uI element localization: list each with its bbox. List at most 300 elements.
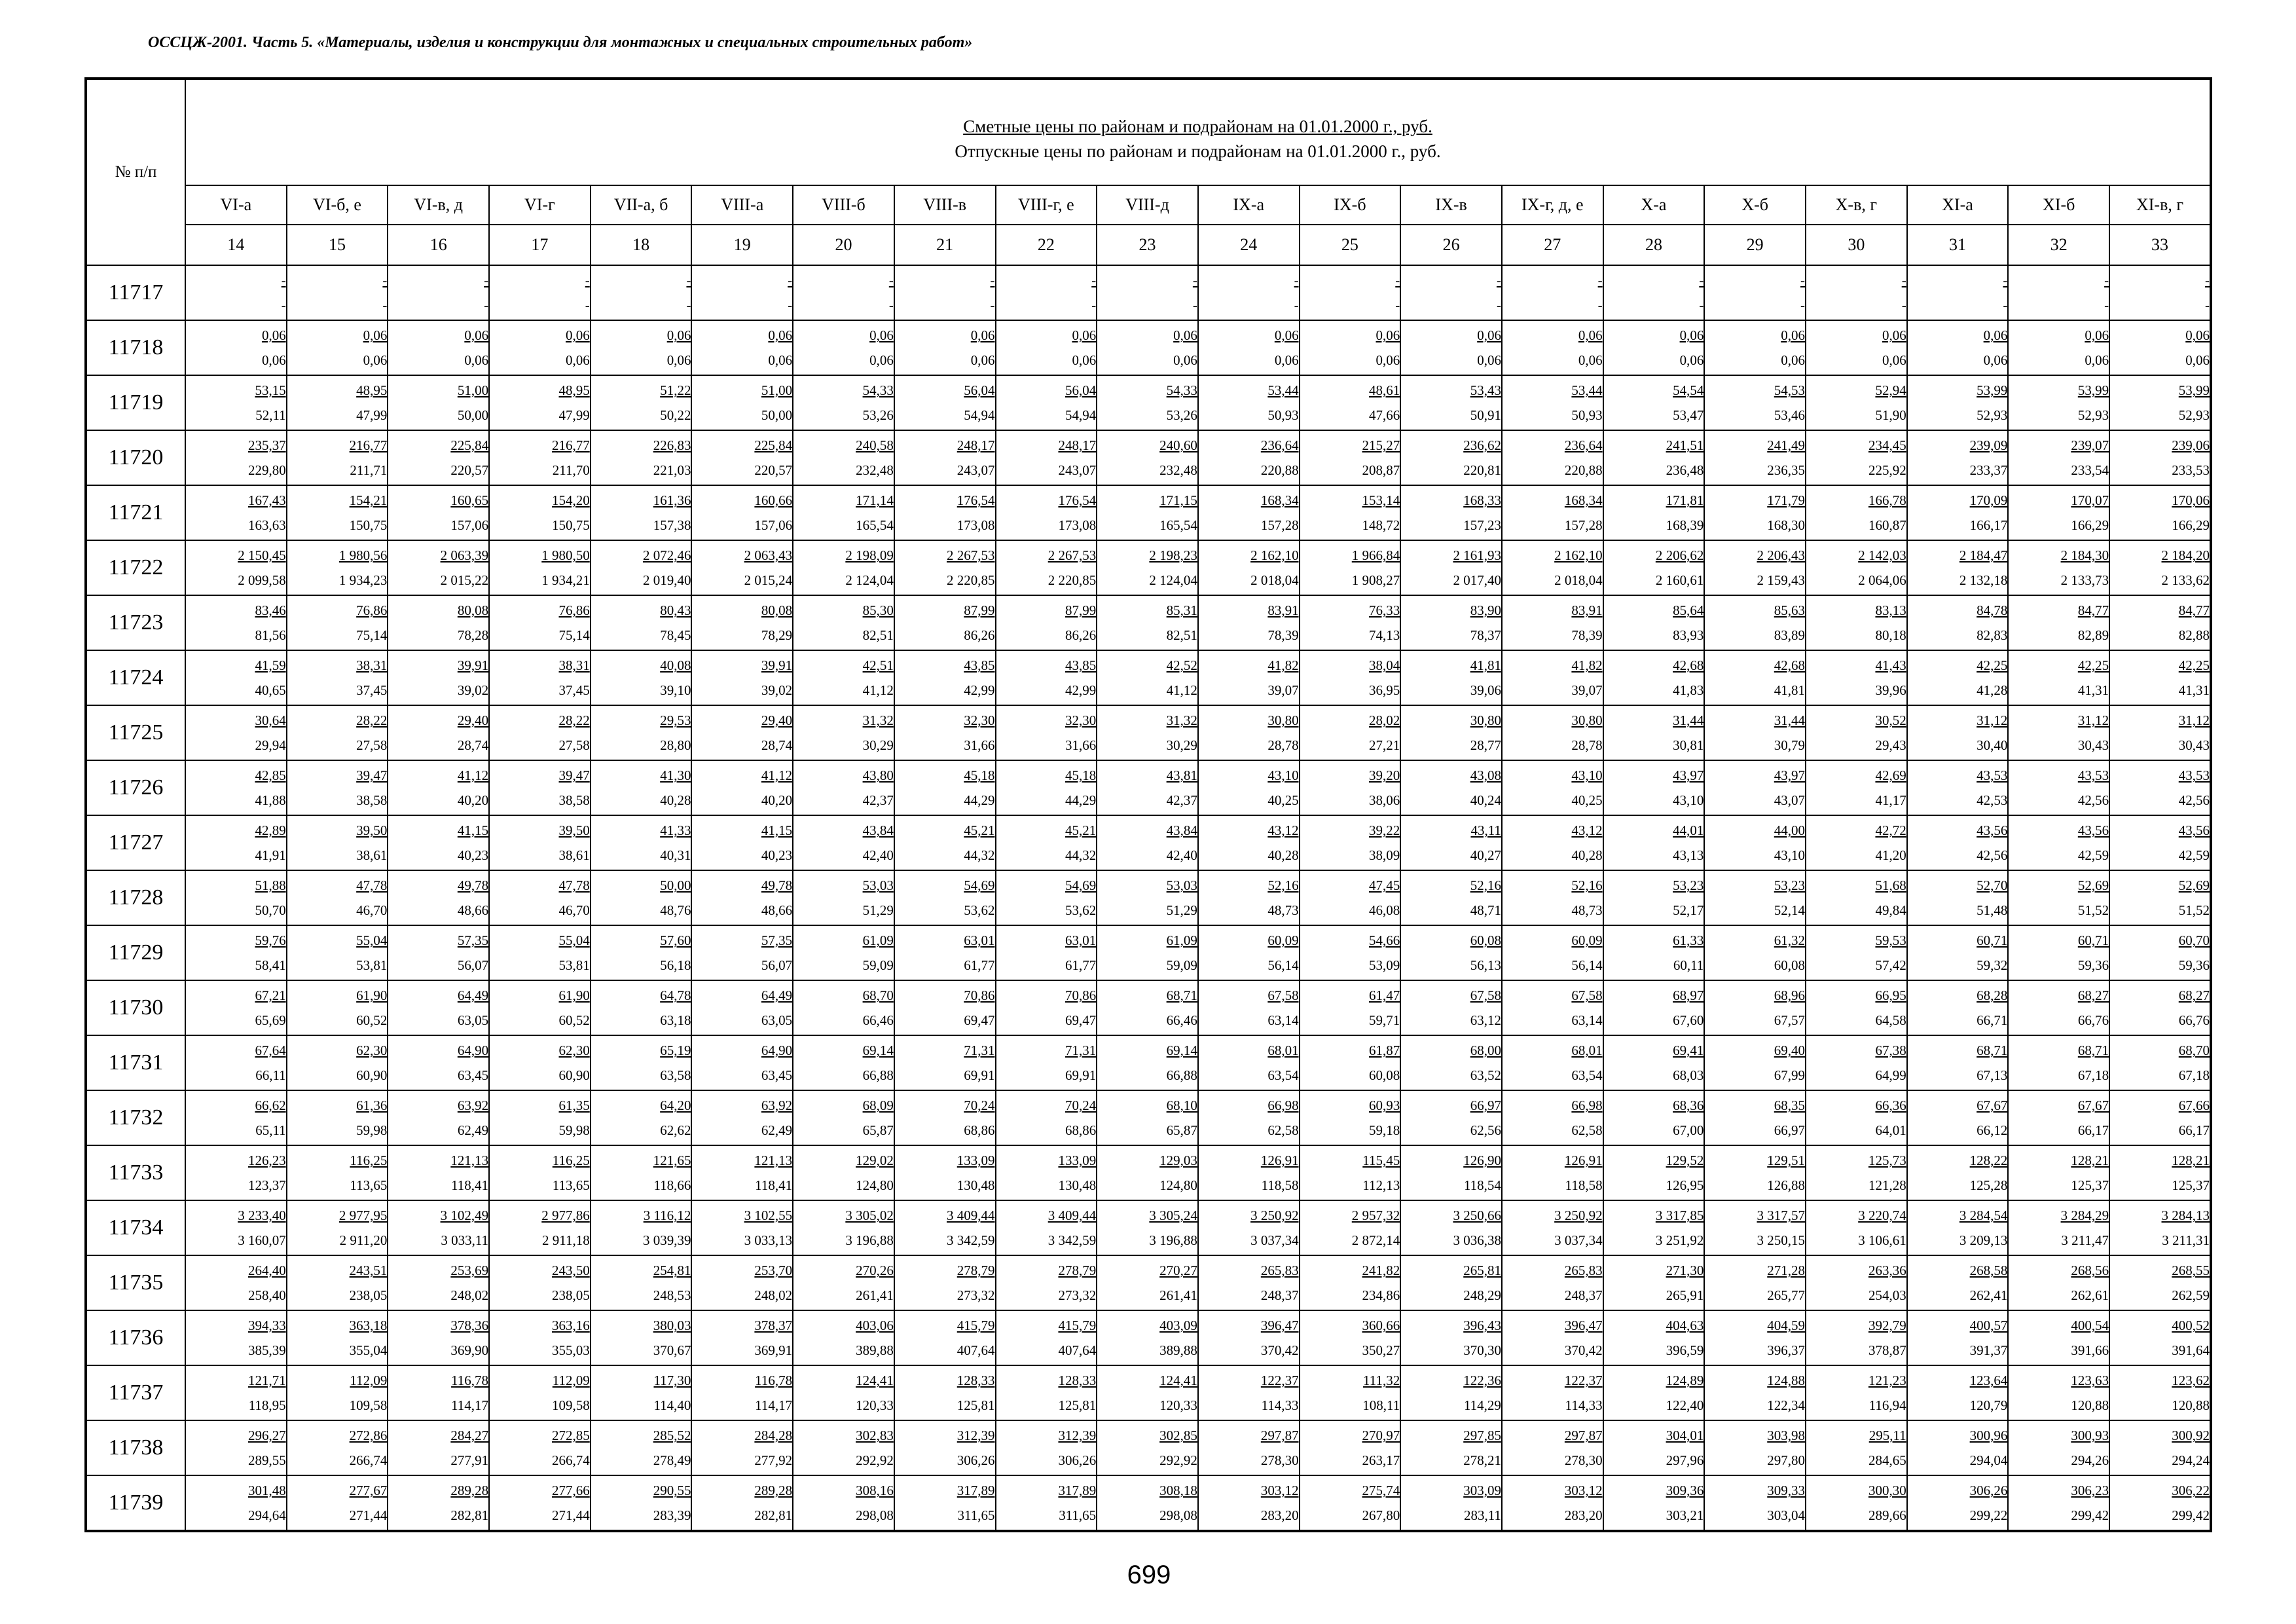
estimated-price: 128,21 [2172, 1153, 2210, 1168]
release-price: 52,11 [255, 407, 286, 423]
region-header-row [86, 185, 2211, 225]
table-row [86, 1365, 2211, 1420]
estimated-price: - [1901, 272, 1906, 288]
estimated-price: 126,23 [247, 1153, 286, 1168]
estimated-price: 67,58 [1470, 987, 1501, 1003]
estimated-price: 80,43 [660, 602, 691, 618]
release-price: 1 934,23 [338, 572, 388, 588]
estimated-price: 43,12 [1267, 822, 1299, 838]
release-price: 168,39 [1666, 517, 1704, 533]
release-price: 51,29 [862, 902, 894, 918]
price-cell [1907, 1365, 2009, 1420]
estimated-price: - [1294, 272, 1299, 288]
release-price: 236,48 [1666, 462, 1704, 478]
release-price: 75,14 [356, 627, 388, 643]
estimated-price: 176,54 [957, 492, 995, 508]
price-cell [1806, 1365, 1907, 1420]
price-cell [287, 265, 388, 320]
price-cell [1704, 1310, 1806, 1365]
release-price: 370,42 [1564, 1342, 1603, 1358]
price-cell [2109, 430, 2211, 485]
estimated-price: - [382, 272, 388, 288]
estimated-price: 43,97 [1673, 767, 1704, 783]
estimated-price: 84,78 [1977, 602, 2008, 618]
price-cell [894, 1255, 996, 1310]
estimated-price: 68,71 [2077, 1043, 2109, 1058]
estimated-price: 41,33 [660, 822, 691, 838]
price-cell [1704, 1090, 1806, 1145]
price-cell [287, 980, 388, 1035]
estimated-price: 170,09 [1969, 492, 2008, 508]
estimated-price: 171,81 [1666, 492, 1704, 508]
release-price: 40,25 [1571, 792, 1603, 808]
release-price: 29,43 [1875, 737, 1906, 753]
price-cell [894, 870, 996, 925]
release-price: 0,06 [1477, 352, 1501, 368]
estimated-price: 2 063,39 [440, 547, 489, 563]
price-cell [489, 760, 591, 815]
estimated-price: 69,41 [1673, 1043, 1704, 1058]
estimated-price: 85,63 [1774, 602, 1805, 618]
release-price: - [788, 297, 793, 313]
release-price: 0,06 [464, 352, 489, 368]
estimated-price: 270,26 [856, 1263, 894, 1278]
release-price: 62,62 [660, 1122, 691, 1138]
estimated-price: - [2104, 272, 2109, 288]
price-cell [1198, 1365, 1300, 1420]
release-price: 3 251,92 [1655, 1232, 1704, 1248]
release-price: 42,40 [1166, 847, 1197, 863]
price-cell [287, 925, 388, 980]
release-price: 41,91 [255, 847, 286, 863]
region-header: IX-г, д, е [1502, 185, 1603, 225]
estimated-price: 47,45 [1369, 877, 1400, 893]
price-cell [2008, 1035, 2109, 1090]
price-cell [691, 1255, 793, 1310]
estimated-price: 121,13 [450, 1153, 489, 1168]
estimated-price: 124,88 [1767, 1373, 1805, 1388]
price-cell [1198, 540, 1300, 595]
estimated-price: 62,30 [558, 1043, 590, 1058]
price-cell [1198, 650, 1300, 705]
estimated-price: 240,58 [856, 437, 894, 453]
price-cell [1300, 815, 1401, 870]
release-price: 82,51 [862, 627, 894, 643]
region-header: X-б [1704, 185, 1806, 225]
estimated-price: 80,08 [457, 602, 489, 618]
estimated-price: 53,99 [1977, 382, 2008, 398]
release-price: 150,75 [349, 517, 388, 533]
release-price: 66,46 [1166, 1012, 1197, 1028]
release-price: 30,43 [2178, 737, 2210, 753]
row-number: 11737 [86, 1365, 185, 1420]
price-cell [185, 760, 287, 815]
estimated-price: 67,21 [255, 987, 286, 1003]
estimated-price: 54,69 [964, 877, 995, 893]
price-table [84, 77, 2212, 1532]
release-price: 42,56 [2178, 792, 2210, 808]
release-price: 62,58 [1571, 1122, 1603, 1138]
price-cell [2008, 870, 2109, 925]
column-number: 23 [1097, 225, 1198, 265]
price-cell [1704, 1145, 1806, 1200]
release-price: 157,28 [1564, 517, 1603, 533]
release-price: 243,07 [1058, 462, 1097, 478]
price-cell [1704, 1200, 1806, 1255]
row-number: 11738 [86, 1420, 185, 1475]
price-cell [793, 320, 894, 375]
estimated-price: 303,12 [1564, 1483, 1603, 1498]
release-price: 160,87 [1868, 517, 1906, 533]
release-price: 124,80 [856, 1177, 894, 1193]
estimated-price: 271,30 [1666, 1263, 1704, 1278]
price-cell [591, 1255, 692, 1310]
table-row [86, 540, 2211, 595]
release-price: 0,06 [970, 352, 995, 368]
estimated-price: 39,91 [457, 657, 489, 673]
price-cell [894, 980, 996, 1035]
estimated-price: 2 267,53 [1048, 547, 1097, 563]
release-price: 66,76 [2178, 1012, 2210, 1028]
estimated-price: 68,36 [1673, 1098, 1704, 1113]
region-header: IX-б [1300, 185, 1401, 225]
release-price: 262,41 [1969, 1287, 2008, 1303]
price-cell [489, 265, 591, 320]
release-price: 39,07 [1571, 682, 1603, 698]
price-cell [489, 1475, 591, 1531]
price-cell [1300, 1090, 1401, 1145]
price-cell [388, 705, 489, 760]
price-cell [1603, 870, 1705, 925]
release-price: 64,01 [1875, 1122, 1906, 1138]
price-cell [996, 320, 1097, 375]
price-cell [185, 1200, 287, 1255]
price-cell [894, 1200, 996, 1255]
release-price: 53,62 [964, 902, 995, 918]
price-cell [996, 1145, 1097, 1200]
estimated-price: 63,92 [761, 1098, 793, 1113]
estimated-price: 265,81 [1463, 1263, 1501, 1278]
price-cell [591, 815, 692, 870]
price-cell [1198, 1035, 1300, 1090]
estimated-price: 68,27 [2178, 987, 2210, 1003]
row-number: 11717 [86, 265, 185, 320]
release-price: 43,07 [1774, 792, 1805, 808]
release-price: 64,99 [1875, 1067, 1906, 1083]
release-price: 258,40 [247, 1287, 286, 1303]
estimated-price: 68,01 [1267, 1043, 1299, 1058]
price-cell [2008, 925, 2109, 980]
estimated-price: 275,74 [1362, 1483, 1400, 1498]
price-cell [1300, 540, 1401, 595]
column-number: 15 [287, 225, 388, 265]
release-price: 120,33 [1159, 1397, 1197, 1413]
release-price: 125,28 [1969, 1177, 2008, 1193]
estimated-price: 29,40 [457, 712, 489, 728]
price-cell [1097, 1200, 1198, 1255]
release-price: 61,77 [1065, 957, 1097, 973]
release-price: - [1901, 297, 1906, 313]
price-cell [1704, 1420, 1806, 1475]
estimated-price: 248,17 [1058, 437, 1097, 453]
price-cell [1603, 1035, 1705, 1090]
price-cell [1603, 265, 1705, 320]
price-cell [185, 1365, 287, 1420]
release-price: 278,21 [1463, 1452, 1501, 1468]
release-price: 248,02 [754, 1287, 793, 1303]
price-cell [1198, 815, 1300, 870]
release-price: 306,26 [1058, 1452, 1097, 1468]
estimated-price: 284,27 [450, 1428, 489, 1443]
release-price: 66,12 [1977, 1122, 2008, 1138]
estimated-price: 121,65 [653, 1153, 691, 1168]
region-header: VIII-а [691, 185, 793, 225]
estimated-price: 3 102,55 [744, 1208, 793, 1223]
table-row [86, 925, 2211, 980]
estimated-price: 68,96 [1774, 987, 1805, 1003]
column-number: 17 [489, 225, 591, 265]
estimated-price: 396,47 [1260, 1318, 1299, 1333]
price-cell [1806, 320, 1907, 375]
estimated-price: 278,79 [957, 1263, 995, 1278]
price-cell [1704, 1035, 1806, 1090]
release-price: 53,62 [1065, 902, 1097, 918]
row-number: 11730 [86, 980, 185, 1035]
price-cell [2109, 1420, 2211, 1475]
price-cell [2008, 540, 2109, 595]
release-price: 53,26 [1166, 407, 1197, 423]
price-cell [1806, 1255, 1907, 1310]
estimated-price: - [888, 272, 894, 288]
price-cell [287, 1255, 388, 1310]
release-price: 109,58 [349, 1397, 388, 1413]
price-cell [894, 1420, 996, 1475]
price-cell [591, 320, 692, 375]
release-price: 56,07 [761, 957, 793, 973]
price-cell [1300, 1200, 1401, 1255]
price-cell [185, 1310, 287, 1365]
release-price: 40,28 [660, 792, 691, 808]
estimated-price: 50,00 [660, 877, 691, 893]
release-price: 65,87 [862, 1122, 894, 1138]
price-cell [996, 1035, 1097, 1090]
release-price: 37,45 [356, 682, 388, 698]
release-price: 265,77 [1767, 1287, 1805, 1303]
estimated-price: 116,25 [552, 1153, 590, 1168]
region-header: VI-а [185, 185, 287, 225]
estimated-price: 160,65 [450, 492, 489, 508]
estimated-price: 45,18 [964, 767, 995, 783]
estimated-price: 41,81 [1470, 657, 1501, 673]
estimated-price: 61,35 [558, 1098, 590, 1113]
estimated-price: 306,26 [1969, 1483, 2008, 1498]
release-price: 120,79 [1969, 1397, 2008, 1413]
estimated-price: 43,11 [1470, 822, 1501, 838]
estimated-price: 2 206,62 [1655, 547, 1704, 563]
estimated-price: 61,09 [862, 932, 894, 948]
estimated-price: - [1699, 272, 1704, 288]
row-number: 11725 [86, 705, 185, 760]
release-price: 3 196,88 [845, 1232, 894, 1248]
estimated-price: 253,70 [754, 1263, 793, 1278]
table-row [86, 265, 2211, 320]
region-header: IX-в [1400, 185, 1502, 225]
price-cell [185, 485, 287, 540]
release-price: 0,06 [2085, 352, 2109, 368]
estimated-price: 270,27 [1159, 1263, 1197, 1278]
table-row [86, 1035, 2211, 1090]
price-cell [1502, 1145, 1603, 1200]
estimated-price: 236,62 [1463, 437, 1501, 453]
price-cell [996, 485, 1097, 540]
price-cell [1400, 760, 1502, 815]
price-cell [388, 320, 489, 375]
release-price: 173,08 [1058, 517, 1097, 533]
release-price: 0,06 [869, 352, 894, 368]
release-price: 42,99 [964, 682, 995, 698]
release-price: 124,80 [1159, 1177, 1197, 1193]
release-price: 27,21 [1369, 737, 1400, 753]
estimated-price: 235,37 [247, 437, 286, 453]
estimated-price: 28,22 [558, 712, 590, 728]
price-cell [1198, 1255, 1300, 1310]
release-price: 0,06 [768, 352, 793, 368]
estimated-price: 360,66 [1362, 1318, 1400, 1333]
price-cell [1300, 1365, 1401, 1420]
price-cell [1704, 595, 1806, 650]
table-row [86, 1090, 2211, 1145]
estimated-price: 43,85 [1065, 657, 1097, 673]
release-price: 36,95 [1369, 682, 1400, 698]
price-cell [691, 595, 793, 650]
price-cell [2109, 815, 2211, 870]
estimated-price: 116,78 [451, 1373, 489, 1388]
release-price: 62,58 [1267, 1122, 1299, 1138]
price-cell [185, 980, 287, 1035]
price-cell [1806, 650, 1907, 705]
estimated-price: 0,06 [1072, 327, 1097, 343]
price-cell [793, 1475, 894, 1531]
release-price: 46,08 [1369, 902, 1400, 918]
estimated-price: 43,53 [2178, 767, 2210, 783]
estimated-price: 278,79 [1058, 1263, 1097, 1278]
estimated-price: 39,91 [761, 657, 793, 673]
price-cell [2008, 1420, 2109, 1475]
release-price: 299,42 [2172, 1507, 2210, 1523]
price-cell [287, 1365, 388, 1420]
release-price: - [1091, 297, 1097, 313]
release-price: 59,36 [2077, 957, 2109, 973]
estimated-price: 61,33 [1673, 932, 1704, 948]
release-price: 60,52 [558, 1012, 590, 1028]
estimated-price: 38,04 [1369, 657, 1400, 673]
estimated-price: 67,64 [255, 1043, 286, 1058]
price-cell [894, 265, 996, 320]
price-cell [2109, 1255, 2211, 1310]
price-cell [489, 1035, 591, 1090]
release-price: 303,04 [1767, 1507, 1805, 1523]
release-price: 29,94 [255, 737, 286, 753]
estimated-price: 2 184,47 [1959, 547, 2008, 563]
release-price: 211,70 [552, 462, 590, 478]
price-cell [996, 760, 1097, 815]
estimated-price: 115,45 [1362, 1153, 1400, 1168]
price-cell [1502, 1310, 1603, 1365]
release-price: 69,47 [1065, 1012, 1097, 1028]
release-price: 86,26 [1065, 627, 1097, 643]
release-price: 0,06 [1274, 352, 1299, 368]
estimated-price: 39,47 [356, 767, 388, 783]
estimated-price: 268,55 [2172, 1263, 2210, 1278]
price-cell [1907, 540, 2009, 595]
price-cell [1400, 595, 1502, 650]
estimated-price: 2 267,53 [947, 547, 995, 563]
release-price: 62,49 [457, 1122, 489, 1138]
estimated-price: 67,38 [1875, 1043, 1906, 1058]
price-cell [185, 815, 287, 870]
estimated-price: 0,06 [2085, 327, 2109, 343]
column-number: 25 [1300, 225, 1401, 265]
release-price: 69,91 [964, 1067, 995, 1083]
price-cell [1603, 980, 1705, 1035]
estimated-price: 3 317,57 [1757, 1208, 1805, 1223]
price-cell [1400, 1475, 1502, 1531]
estimated-price: 3 250,66 [1453, 1208, 1501, 1223]
release-price: 30,79 [1774, 737, 1805, 753]
table-row [86, 870, 2211, 925]
estimated-price: 41,12 [761, 767, 793, 783]
price-cell [388, 815, 489, 870]
price-cell [1603, 925, 1705, 980]
price-cell [591, 980, 692, 1035]
release-price: 263,17 [1362, 1452, 1400, 1468]
release-price: 208,87 [1362, 462, 1400, 478]
region-header: VII-а, б [591, 185, 692, 225]
price-cell [793, 1090, 894, 1145]
release-price: 59,71 [1369, 1012, 1400, 1028]
price-cell [1502, 265, 1603, 320]
price-cell [489, 815, 591, 870]
release-price: - [686, 297, 691, 313]
estimated-price: 129,52 [1666, 1153, 1704, 1168]
price-cell [691, 540, 793, 595]
price-cell [1400, 375, 1502, 430]
price-cell [996, 375, 1097, 430]
estimated-price: 248,17 [957, 437, 995, 453]
estimated-price: 42,25 [2178, 657, 2210, 673]
price-cell [996, 815, 1097, 870]
price-cell [1603, 430, 1705, 485]
estimated-price: 41,15 [457, 822, 489, 838]
price-cell [996, 595, 1097, 650]
release-price: 38,09 [1369, 847, 1400, 863]
price-cell [1198, 1090, 1300, 1145]
release-price: 2 018,04 [1554, 572, 1603, 588]
price-cell [1806, 1035, 1907, 1090]
estimated-price: 300,96 [1969, 1428, 2008, 1443]
release-price: 39,02 [457, 682, 489, 698]
price-cell [1300, 430, 1401, 485]
release-price: 114,33 [1261, 1397, 1299, 1413]
estimated-price: 43,56 [2178, 822, 2210, 838]
price-cell [691, 705, 793, 760]
price-cell [793, 925, 894, 980]
release-price: 69,91 [1065, 1067, 1097, 1083]
estimated-price: 41,43 [1875, 657, 1906, 673]
price-cell [1603, 1090, 1705, 1145]
price-cell [1400, 1255, 1502, 1310]
price-cell [1502, 485, 1603, 540]
